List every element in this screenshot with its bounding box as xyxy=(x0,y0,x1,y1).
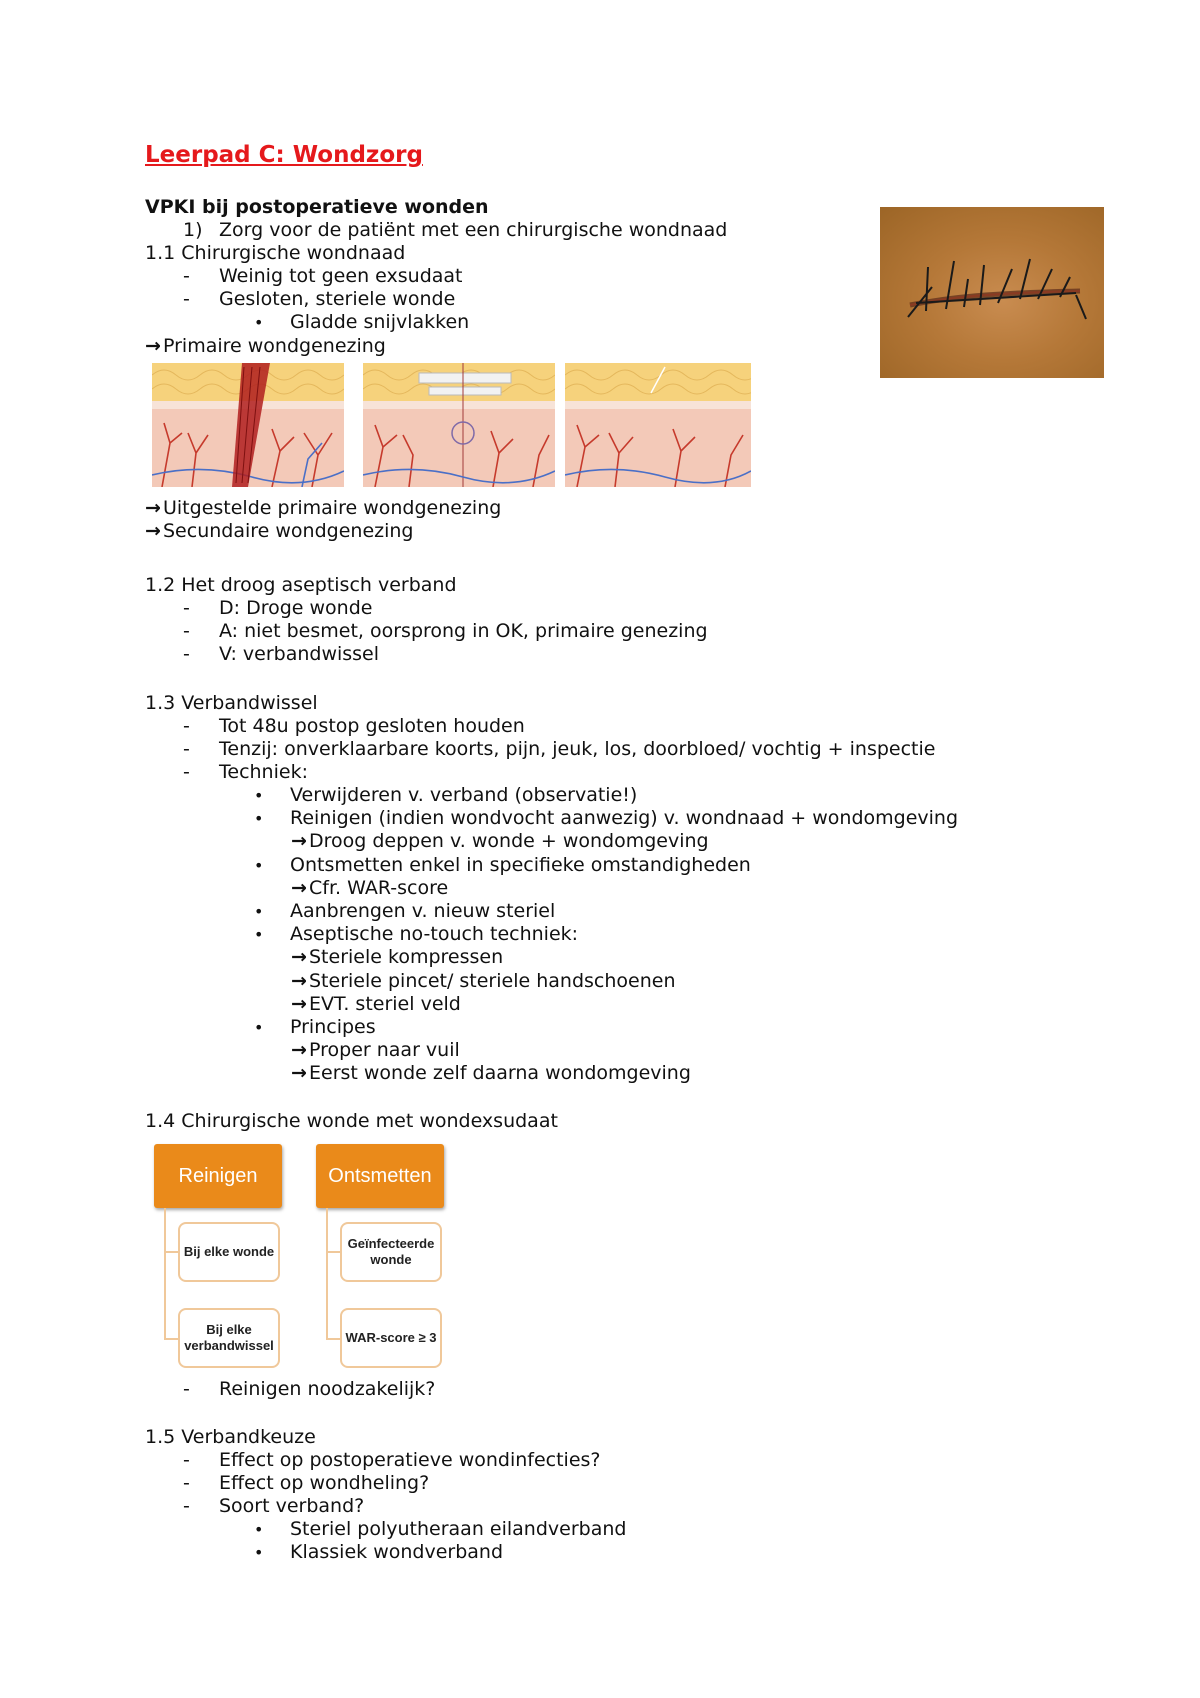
list-item xyxy=(183,288,455,311)
right-arrow-icon: → xyxy=(291,1062,307,1084)
number-marker: 1) xyxy=(183,219,203,241)
bullet-marker: • xyxy=(254,856,264,875)
list-item xyxy=(183,1495,364,1518)
arrow-line xyxy=(291,946,503,969)
item-text: Zorg voor de patiënt met een chirurgische wondnaad xyxy=(219,219,728,241)
section-title-1-5: 1.5 Verbandkeuze xyxy=(145,1426,316,1448)
dash-marker: - xyxy=(183,1378,190,1400)
dash-marker: - xyxy=(183,597,190,619)
list-item xyxy=(254,1016,376,1039)
arrow-line xyxy=(145,520,414,543)
item-text: Steriele kompressen xyxy=(309,946,504,968)
dash-marker: - xyxy=(183,1449,190,1471)
item-text: Uitgestelde primaire wondgenezing xyxy=(163,497,502,519)
item-text: Soort verband? xyxy=(219,1495,365,1517)
section-title-1-3: 1.3 Verbandwissel xyxy=(145,692,318,714)
bullet-marker: • xyxy=(254,1543,264,1562)
dash-marker: - xyxy=(183,288,190,310)
skin-incision-illustration xyxy=(152,363,344,487)
list-item xyxy=(183,715,525,738)
list-item xyxy=(254,807,958,830)
item-text: Primaire wondgenezing xyxy=(163,335,386,357)
diagram-header-ontsmetten: Ontsmetten xyxy=(316,1144,444,1208)
right-arrow-icon: → xyxy=(291,993,307,1015)
item-text: Tot 48u postop gesloten houden xyxy=(219,715,525,737)
bullet-marker: • xyxy=(254,786,264,805)
wound-suture-photo xyxy=(880,207,1104,378)
item-text: Reinigen (indien wondvocht aanwezig) v. wondnaad + wondomgeving xyxy=(290,807,959,829)
item-text: Cfr. WAR-score xyxy=(309,877,449,899)
dash-marker: - xyxy=(183,265,190,287)
arrow-line xyxy=(291,993,461,1016)
bullet-marker: • xyxy=(254,1018,264,1037)
arrow-line xyxy=(291,970,675,993)
item-text: V: verbandwissel xyxy=(219,643,380,665)
dash-marker: - xyxy=(183,1472,190,1494)
arrow-line xyxy=(145,335,386,358)
section-title-1-2: 1.2 Het droog aseptisch verband xyxy=(145,574,457,596)
arrow-line xyxy=(291,1062,691,1085)
arrow-line xyxy=(291,830,709,853)
connector-line xyxy=(164,1208,166,1338)
right-arrow-icon: → xyxy=(291,877,307,899)
dash-marker: - xyxy=(183,643,190,665)
item-text: Klassiek wondverband xyxy=(290,1541,504,1563)
section-title-1-4: 1.4 Chirurgische wonde met wondexsudaat xyxy=(145,1110,558,1132)
list-item xyxy=(254,923,578,946)
diagram-header-reinigen: Reinigen xyxy=(154,1144,282,1208)
right-arrow-icon: → xyxy=(291,830,307,852)
connector-line xyxy=(326,1208,328,1338)
list-item xyxy=(183,1449,601,1472)
healed-wound-illustration xyxy=(565,363,751,487)
item-text: Verwijderen v. verband (observatie!) xyxy=(290,784,638,806)
section-title-1-1: 1.1 Chirurgische wondnaad xyxy=(145,242,406,264)
dash-marker: - xyxy=(183,715,190,737)
item-text: Principes xyxy=(290,1016,376,1038)
bullet-marker: • xyxy=(254,902,264,921)
item-text: Gladde snijvlakken xyxy=(290,311,470,333)
bullet-marker: • xyxy=(254,925,264,944)
item-text: Tenzij: onverklaarbare koorts, pijn, jeuk, los, doorbloed/ vochtig + inspectie xyxy=(219,738,936,760)
dash-marker: - xyxy=(183,1495,190,1517)
item-text: Steriel polyutheraan eilandverband xyxy=(290,1518,627,1540)
list-item xyxy=(183,265,462,288)
item-text: Droog deppen v. wonde + wondomgeving xyxy=(309,830,709,852)
item-text: Steriele pincet/ steriele handschoenen xyxy=(309,970,676,992)
item-text: Effect op postoperatieve wondinfecties? xyxy=(219,1449,601,1471)
list-item xyxy=(183,738,935,761)
arrow-line xyxy=(145,497,501,520)
document-title: Leerpad C: Wondzorg xyxy=(145,142,423,168)
diagram-box-bij-elke-verbandwissel: Bij elke verbandwissel xyxy=(178,1308,280,1368)
list-item xyxy=(183,597,372,620)
arrow-line xyxy=(291,877,448,900)
right-arrow-icon: → xyxy=(145,520,161,542)
item-text: Aseptische no-touch techniek: xyxy=(290,923,579,945)
diagram-box-geinfecteerde-wonde: Geïnfecteerde wonde xyxy=(340,1222,442,1282)
section-heading: VPKI bij postoperatieve wonden xyxy=(145,196,489,218)
item-text: Secundaire wondgenezing xyxy=(163,520,414,542)
list-item xyxy=(183,620,708,643)
item-text: Techniek: xyxy=(219,761,308,783)
dash-marker: - xyxy=(183,738,190,760)
dash-marker: - xyxy=(183,620,190,642)
diagram-box-bij-elke-wonde: Bij elke wonde xyxy=(178,1222,280,1282)
list-item xyxy=(183,1378,435,1401)
numbered-item xyxy=(183,219,727,242)
right-arrow-icon: → xyxy=(145,335,161,357)
right-arrow-icon: → xyxy=(145,497,161,519)
item-text: Eerst wonde zelf daarna wondomgeving xyxy=(309,1062,691,1084)
list-item xyxy=(254,311,469,334)
list-item xyxy=(254,784,637,807)
bullet-marker: • xyxy=(254,313,264,332)
dash-marker: - xyxy=(183,761,190,783)
list-item xyxy=(254,854,751,877)
item-text: Weinig tot geen exsudaat xyxy=(219,265,463,287)
list-item xyxy=(183,643,379,666)
list-item xyxy=(254,1518,626,1541)
item-text: Reinigen noodzakelijk? xyxy=(219,1378,436,1400)
item-text: Gesloten, steriele wonde xyxy=(219,288,456,310)
diagram-box-war-score: WAR-score ≥ 3 xyxy=(340,1308,442,1368)
list-item xyxy=(254,900,555,923)
item-text: Ontsmetten enkel in specifieke omstandigheden xyxy=(290,854,751,876)
arrow-line xyxy=(291,1039,460,1062)
cleaning-disinfection-diagram xyxy=(150,1140,460,1376)
item-text: EVT. steriel veld xyxy=(309,993,461,1015)
bullet-marker: • xyxy=(254,809,264,828)
item-text: D: Droge wonde xyxy=(219,597,373,619)
item-text: A: niet besmet, oorsprong in OK, primaire genezing xyxy=(219,620,708,642)
list-item xyxy=(254,1541,503,1564)
right-arrow-icon: → xyxy=(291,946,307,968)
item-text: Effect op wondheling? xyxy=(219,1472,430,1494)
bullet-marker: • xyxy=(254,1520,264,1539)
item-text: Proper naar vuil xyxy=(309,1039,460,1061)
right-arrow-icon: → xyxy=(291,1039,307,1061)
item-text: Aanbrengen v. nieuw steriel xyxy=(290,900,556,922)
sutured-wound-illustration xyxy=(363,363,555,487)
list-item xyxy=(183,761,308,784)
right-arrow-icon: → xyxy=(291,970,307,992)
list-item xyxy=(183,1472,429,1495)
